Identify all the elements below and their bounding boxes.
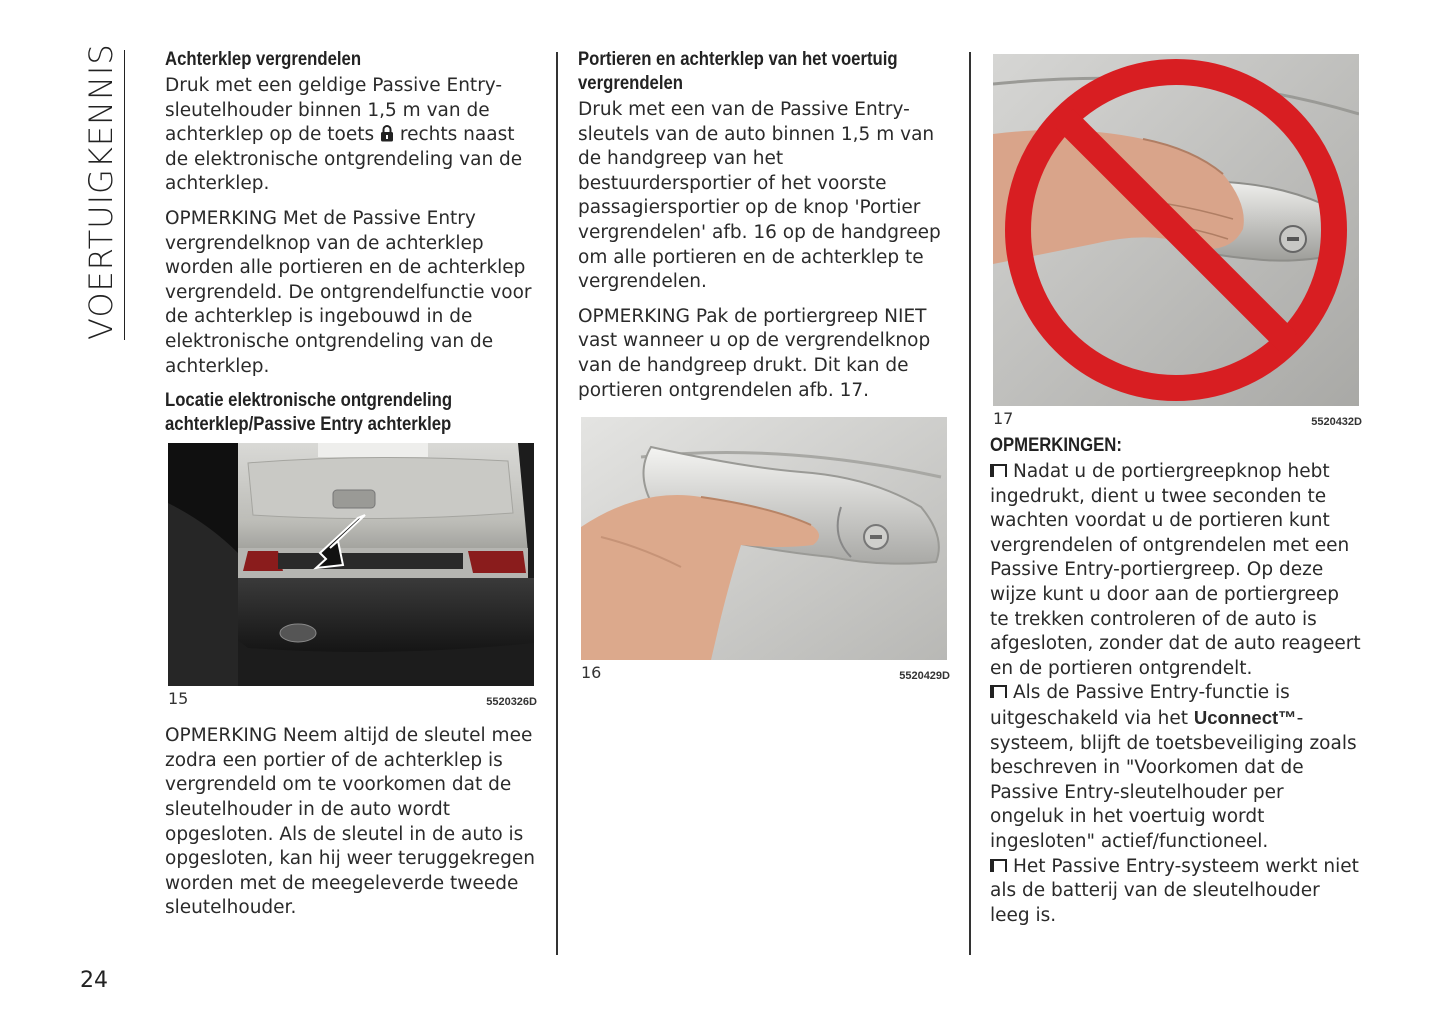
paragraph-lock-doors: Druk met een van de Passive Entry-sleutels van de auto binnen 1,5 m van de handgreep van het bestuurdersportier of het voorste passagiersportier op de knop 'Portier vergrendelen' afb. 16 op de handgreep om alle portieren en de achterklep te vergrendelen. (578, 99, 941, 293)
figure-number: 16 (581, 663, 602, 683)
column-divider (969, 52, 971, 955)
lock-icon (380, 124, 394, 142)
bullet-icon (990, 464, 1007, 477)
paragraph-lock-tailgate: Druk met een geldige Passive Entry-sleutelhouder binnen 1,5 m van de achterklep op de toets rechts naast de elektronische ontgrendeling van de achterklep. (165, 75, 523, 195)
section-label: VOERTUIGKENNIS (82, 43, 120, 340)
door-handle-prohibited-photo (993, 54, 1359, 406)
figure-16 (581, 417, 950, 682)
uconnect-label: Uconnect™ (1193, 706, 1297, 728)
heading-lock-doors: Portieren en achterklep van het voertuig vergrendelen (578, 49, 898, 94)
door-handle-press-photo (581, 417, 947, 660)
figure-15 (168, 443, 537, 708)
note-keep-key: OPMERKING Neem altijd de sleutel mee zodra een portier of de achterklep is vergrendeld om te voorkomen dat de sleutelhouder in de auto wordt opgesloten. Als de sleutel in de auto is opgesloten, kan hij weer teruggekregen worden met de meegeleverde tweede sleutelhouder. (165, 725, 535, 919)
heading-lock-tailgate: Achterklep vergrendelen (165, 49, 362, 70)
figure-number: 17 (993, 409, 1014, 428)
note-bullet-2: Als de Passive Entry-functie is uitgeschakeld via het Uconnect™-systeem, blijft de toetsbeveiliging zoals beschreven in "Voorkomen dat de Passive Entry-sleutelhouder per ongeluk in het voertuig wordt ingesloten" actief/functioneel. (990, 682, 1357, 852)
note-bullet-1: Nadat u de portiergreepknop hebt ingedrukt, dient u twee seconden te wachten voordat u de portieren kunt vergrendelen of ontgrendelen met een Passive Entry-portiergreep. Op deze wijze kunt u door aan de portiergreep te trekken controleren of de auto is afgesloten, zonder dat de auto reageert en de portieren ontgrendelt. (990, 461, 1361, 679)
bullet-icon (990, 859, 1007, 872)
column-2 (578, 48, 950, 682)
heading-notes: OPMERKINGEN: (990, 435, 1122, 456)
column-1 (165, 48, 537, 931)
figure-code: 5520326D (486, 696, 537, 709)
note-handle-grip: OPMERKING Pak de portiergreep NIET vast wanneer u op de vergrendelknop van de handgreep drukt. Dit kan de portieren ontgrendelen afb. 17. (578, 305, 931, 401)
figure-17 (993, 54, 1362, 428)
figure-number: 15 (168, 689, 189, 709)
figure-code: 5520429D (899, 670, 950, 683)
page-number: 24 (80, 968, 108, 993)
column-divider (556, 52, 558, 955)
heading-location-release: Locatie elektronische ontgrendeling achterklep/Passive Entry achterklep (165, 390, 453, 436)
column-3 (990, 48, 1362, 928)
bullet-icon (990, 685, 1007, 698)
figure-code: 5520432D (1311, 416, 1362, 428)
section-tab (82, 43, 125, 340)
tailgate-photo (168, 443, 534, 686)
note-tailgate-button: OPMERKING Met de Passive Entry vergrendelknop van de achterklep worden alle portieren en de achterklep vergrendeld. De ontgrendelfunctie voor de achterklep is ingebouwd in de elektronische ontgrendeling van de achterklep. (165, 207, 532, 377)
note-bullet-3: Het Passive Entry-systeem werkt niet als de batterij van de sleutelhouder leeg is. (990, 855, 1359, 926)
